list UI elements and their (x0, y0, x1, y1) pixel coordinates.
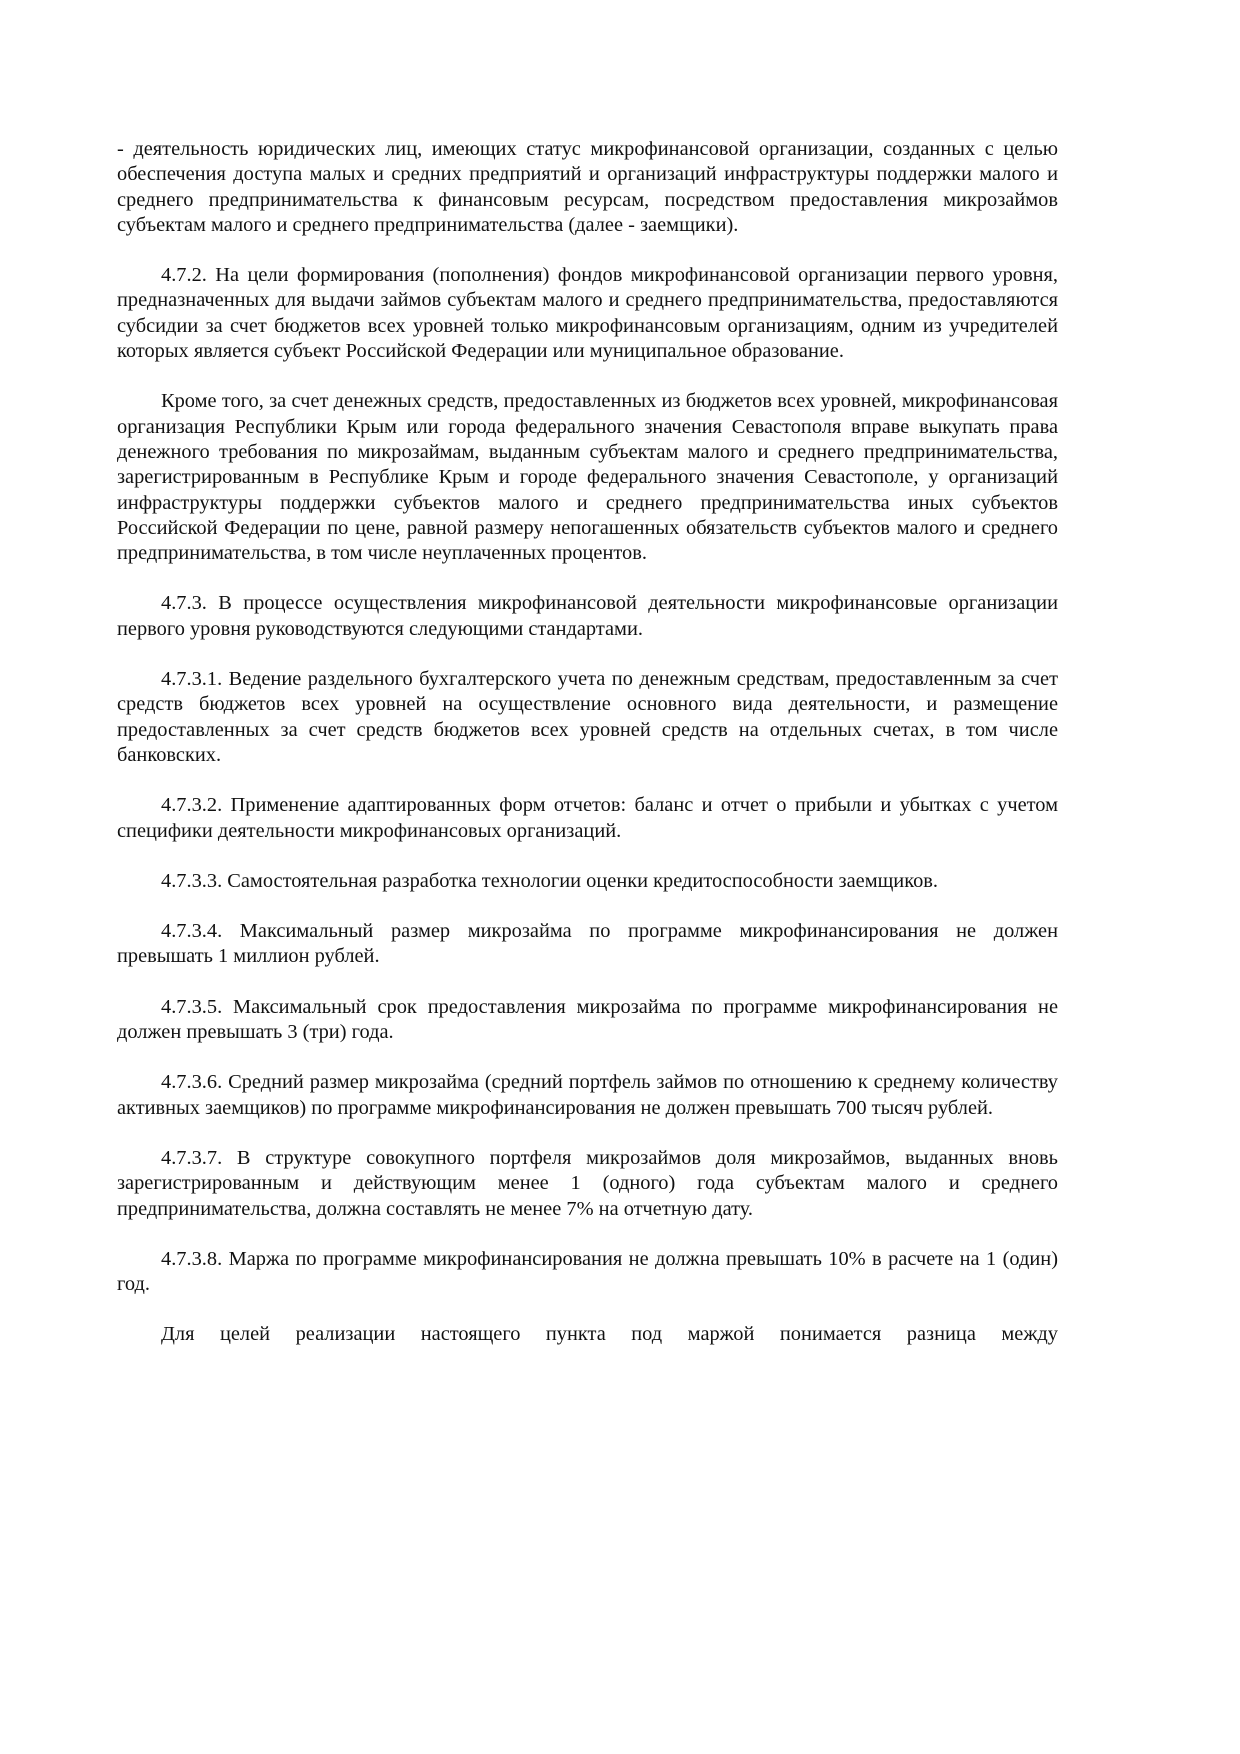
document-page (117, 137, 1058, 1373)
paragraph-4-7-3-7: 4.7.3.7. В структуре совокупного портфеля микрозаймов доля микрозаймов, выданных вновь зарегистрированным и действующим менее 1 (одного) года субъектам малого и среднего предпринимательства, должна составлять не менее 7% на отчетную дату. (117, 1146, 1058, 1220)
paragraph-intro-dash: - деятельность юридических лиц, имеющих статус микрофинансовой организации, созданных с целью обеспечения доступа малых и средних предприятий и организаций инфраструктуры поддержки малого и среднего предпринимательства к финансовым ресурсам, посредством предоставления микрозаймов субъектам малого и среднего предпринимательства (далее - заемщики). (117, 138, 1058, 236)
paragraph-4-7-3-2: 4.7.3.2. Применение адаптированных форм отчетов: баланс и отчет о прибыли и убытках с учетом специфики деятельности микрофинансовых организаций. (117, 794, 1058, 842)
paragraph-4-7-3-3: 4.7.3.3. Самостоятельная разработка технологии оценки кредитоспособности заемщиков. (161, 869, 939, 892)
paragraph-4-7-3-8: 4.7.3.8. Маржа по программе микрофинансирования не должна превышать 10% в расчете на 1 (один) год. (117, 1247, 1058, 1296)
paragraph-4-7-2: 4.7.2. На цели формирования (пополнения) фондов микрофинансовой организации первого уровня, предназначенных для выдачи займов субъектам малого и среднего предпринимательства, предоставляются субсидии за счет бюджетов всех уровней только микрофинансовым организациям, одним из учредителей которых является субъект Российской Федерации или муниципальное образование. (117, 264, 1058, 363)
paragraph-4-7-3-5: 4.7.3.5. Максимальный срок предоставления микрозайма по программе микрофинансирования не должен превышать 3 (три) года. (117, 995, 1058, 1044)
paragraph-4-7-3-6: 4.7.3.6. Средний размер микрозайма (средний портфель займов по отношению к среднему количеству активных заемщиков) по программе микрофинансирования не должен превышать 700 тысяч рублей. (117, 1071, 1058, 1119)
paragraph-krome-togo: Кроме того, за счет денежных средств, предоставленных из бюджетов всех уровней, микрофинансовая организация Республики Крым или города федерального значения Севастополя вправе выкупать права денежного требования по микрозаймам, выданным субъектам малого и среднего предпринимательства, зарегистрированным в Республике Крым и городе федерального значения Севастополе, у организаций инфраструктуры поддержки субъектов малого и среднего предпринимательства иных субъектов Российской Федерации по цене, равной размеру непогашенных обязательств субъектов малого и среднего предпринимательства, в том числе неуплаченных процентов. (117, 390, 1058, 565)
paragraph-4-7-3-4: 4.7.3.4. Максимальный размер микрозайма по программе микрофинансирования не должен превышать 1 миллион рублей. (117, 920, 1058, 968)
paragraph-margin-definition: Для целей реализации настоящего пункта под маржой понимается разница между (161, 1323, 1058, 1346)
paragraph-4-7-3: 4.7.3. В процессе осуществления микрофинансовой деятельности микрофинансовые организации первого уровня руководствуются следующими стандартами. (117, 592, 1058, 640)
paragraph-4-7-3-1: 4.7.3.1. Ведение раздельного бухгалтерского учета по денежным средствам, предоставленным за счет средств бюджетов всех уровней на осуществление основного вида деятельности, и размещение предоставленных за счет средств бюджетов всех уровней средств на отдельных счетах, в том числе банковских. (117, 668, 1058, 766)
